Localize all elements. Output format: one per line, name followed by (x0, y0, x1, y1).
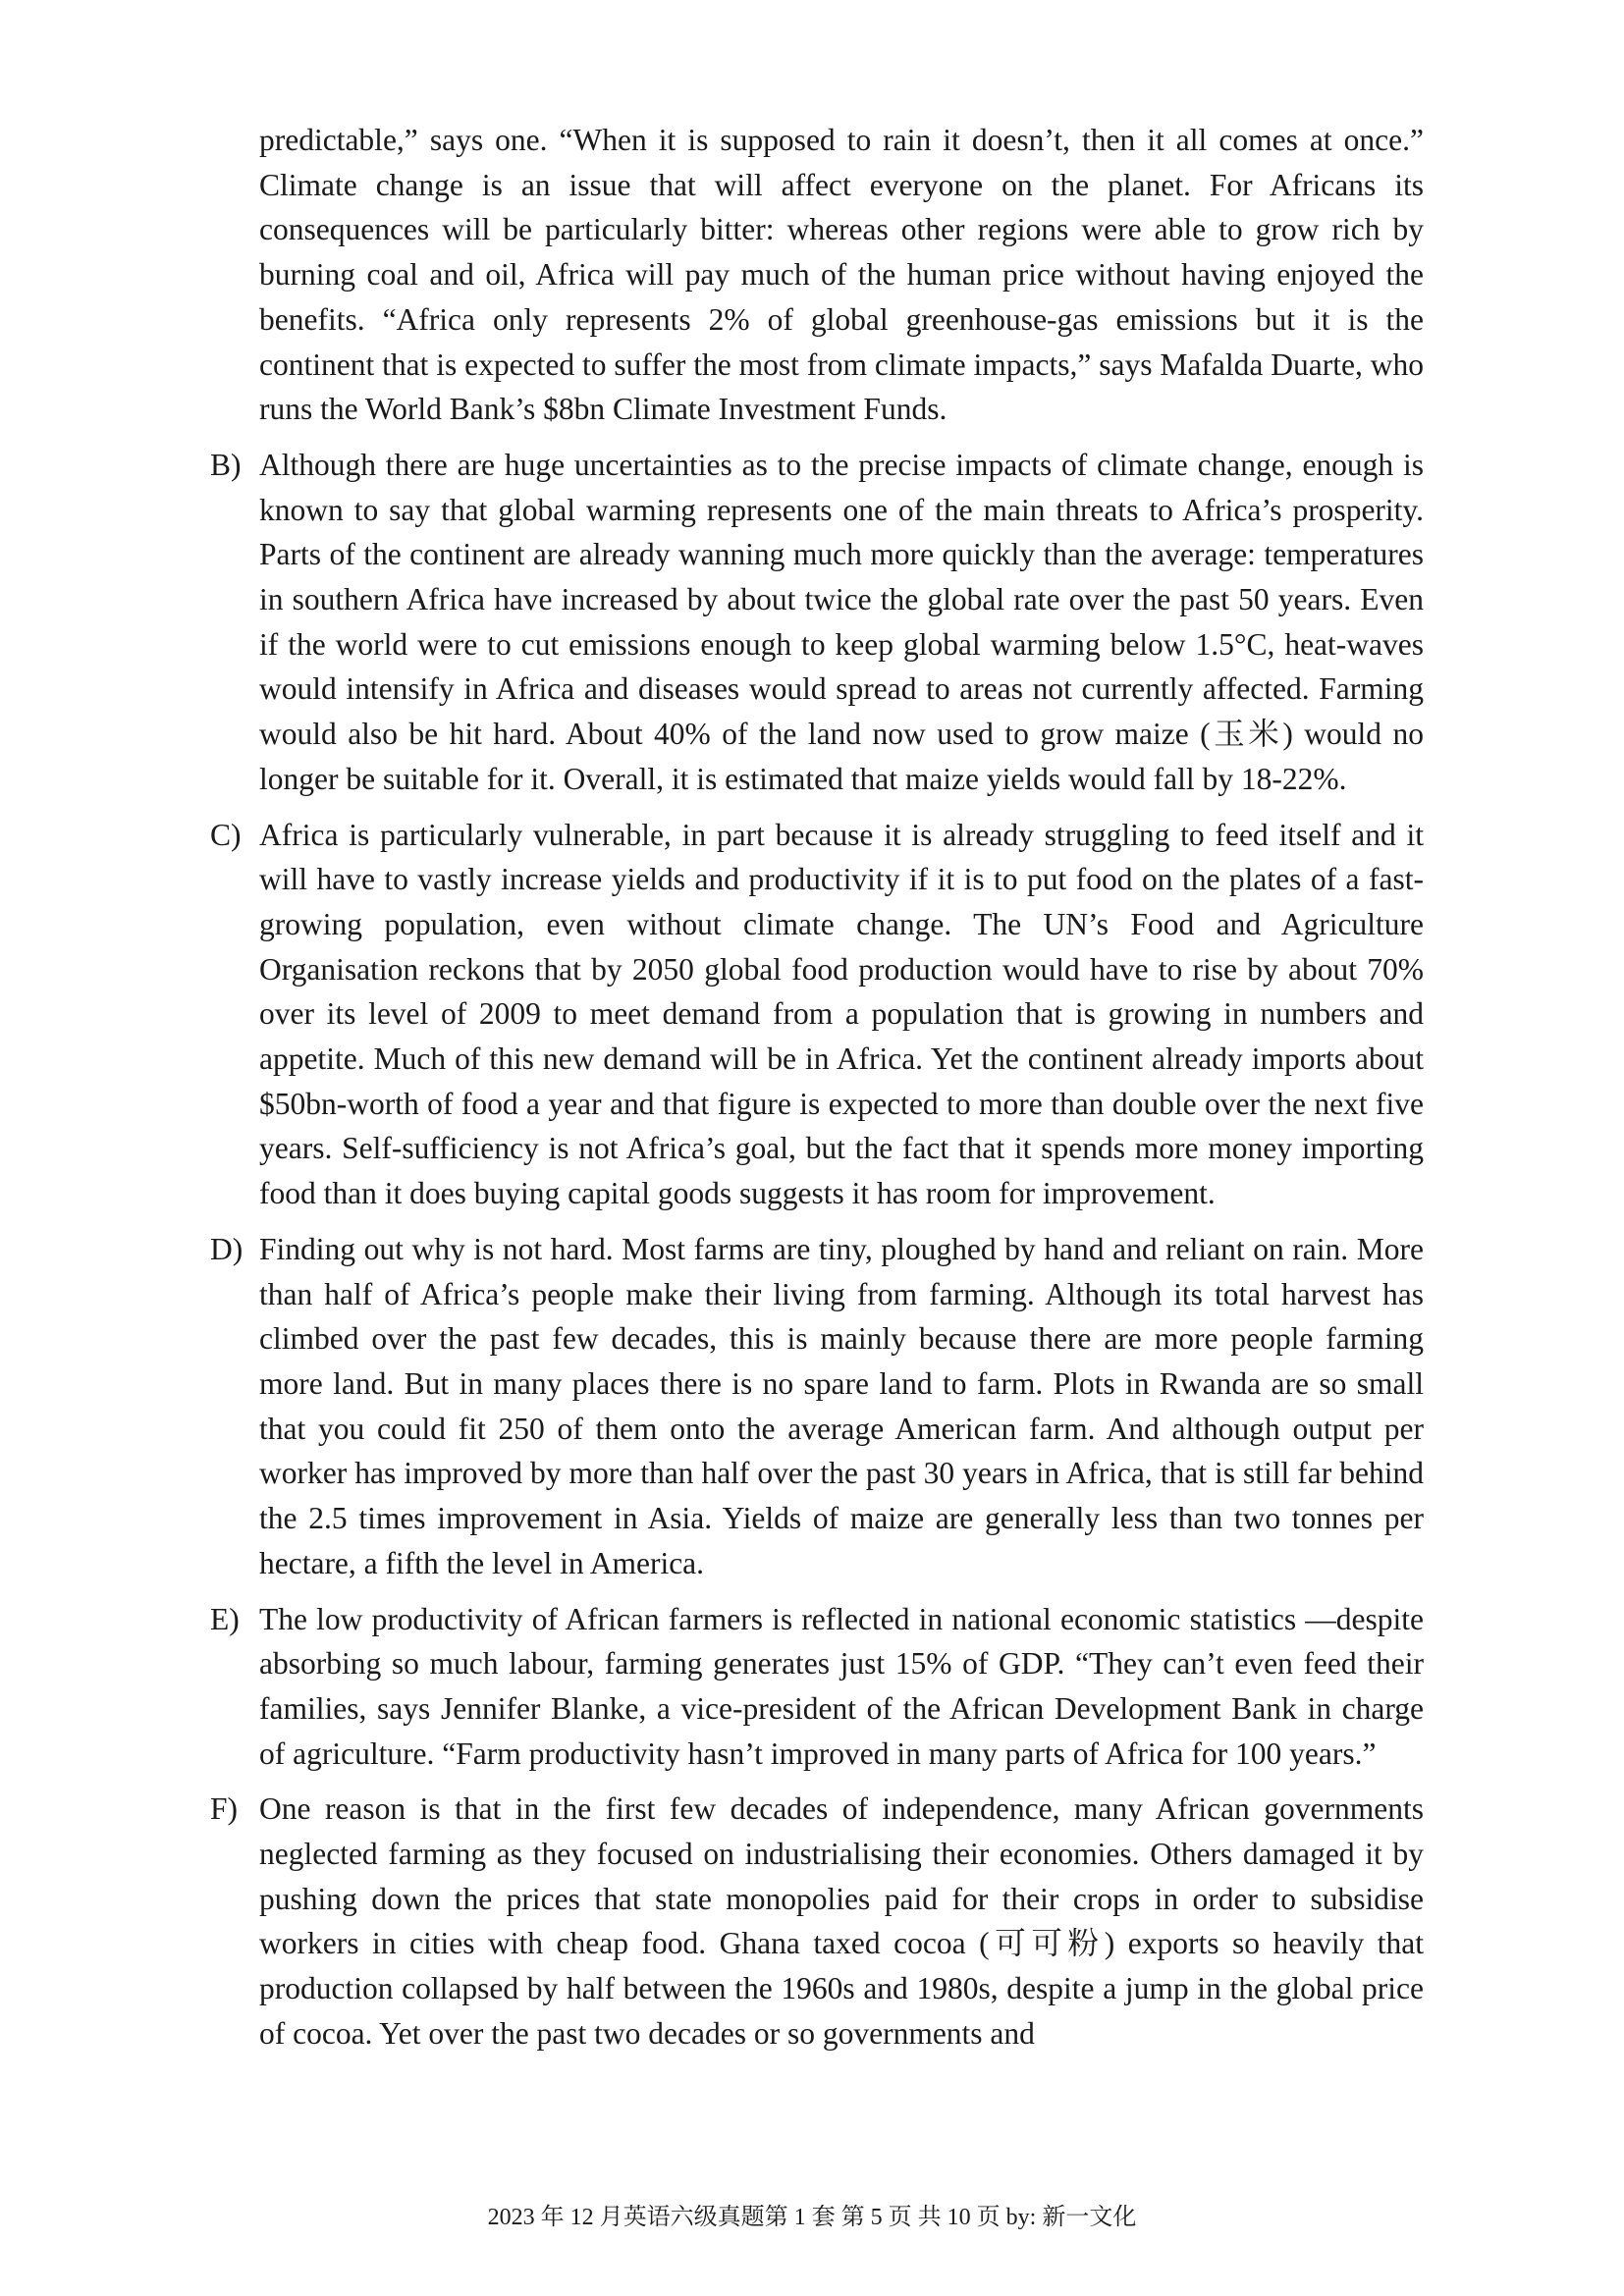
paragraph-letter: C) (210, 817, 242, 852)
paragraph-text: Although there are huge uncertainties as to the precise impacts of climate change, enough is known to say that global warming represents one of the main threats to Africa’s prosperity. Parts of the continent are already wanning much more quickly than the average: temperatures in southern Africa have increased by about twice the global rate over the past 50 years. Even if the world were to cut emissions enough to keep global warming below 1.5°C, heat-waves would intensify in Africa and diseases would spread to areas not currently affected. Farming would also be hit hard. About 40% of the land now used to grow maize (玉米) would no longer be suitable for it. Overall, it is estimated that maize yields would fall by 18-22%. (259, 447, 1424, 796)
paragraph-text: Africa is particularly vulnerable, in part because it is already struggling to feed itself and it will have to vastly increase yields and productivity if it is to put food on the plates of a fast-growing population, even without climate change. The UN’s Food and Agriculture Organisation reckons that by 2050 global food production would have to rise by about 70% over its level of 2009 to meet demand from a population that is growing in numbers and appetite. Much of this new demand will be in Africa. Yet the continent already imports about $50bn-worth of food a year and that figure is expected to more than double over the next five years. Self-sufficiency is not Africa’s goal, but the fact that it spends more money importing food than it does buying capital goods suggests it has room for improvement. (259, 817, 1424, 1211)
paragraph-letter: B) (210, 447, 242, 482)
paragraph-d (210, 1227, 1424, 1586)
paragraph-c (210, 813, 1424, 1216)
paragraph-letter: F) (210, 1791, 239, 1827)
paragraph-f (210, 1787, 1424, 2056)
paragraph-text: predictable,” says one. “When it is supposed to rain it doesn’t, then it all comes at once.” Climate change is an issue that will affect everyone on the planet. For Africans its consequences will be particularly bitter: whereas other regions were able to grow rich by burning coal and oil, Africa will pay much of the human price without having enjoyed the benefits. “Africa only represents 2% of global greenhouse-gas emissions but it is the continent that is expected to suffer the most from climate impacts,” says Mafalda Duarte, who runs the World Bank’s $8bn Climate Investment Funds. (259, 123, 1424, 427)
paragraph-a-continued (210, 118, 1424, 432)
paragraph-e (210, 1597, 1424, 1777)
paragraph-letter: E) (210, 1601, 240, 1636)
passage-body (210, 118, 1424, 2067)
paragraph-b (210, 443, 1424, 802)
paragraph-text: The low productivity of African farmers is reflected in national economic statistics —despite absorbing so much labour, farming generates just 15% of GDP. “They can’t even feed their families, says Jennifer Blanke, a vice-president of the African Development Bank in charge of agriculture. “Farm productivity hasn’t improved in many parts of Africa for 100 years.” (259, 1601, 1424, 1771)
paragraph-text: Finding out why is not hard. Most farms are tiny, ploughed by hand and reliant on rain. More than half of Africa’s people make their living from farming. Although its total harvest has climbed over the past few decades, this is mainly because there are more people farming more land. But in many places there is no spare land to farm. Plots in Rwanda are so small that you could fit 250 of them onto the average American farm. And although output per worker has improved by more than half over the past 30 years in Africa, that is still far behind the 2.5 times improvement in Asia. Yields of maize are generally less than two tonnes per hectare, a fifth the level in America. (259, 1231, 1424, 1580)
page-footer: 2023 年 12 月英语六级真题第 1 套 第 5 页 共 10 页 by: 新一文化 (487, 2205, 1137, 2230)
paragraph-text: One reason is that in the first few decades of independence, many African governments neglected farming as they focused on industrialising their economies. Others damaged it by pushing down the prices that state monopolies paid for their crops in order to subsidise workers in cities with cheap food. Ghana taxed cocoa (可可粉) exports so heavily that production collapsed by half between the 1960s and 1980s, despite a jump in the global price of cocoa. Yet over the past two decades or so governments and (259, 1791, 1424, 2051)
paragraph-letter: D) (210, 1231, 244, 1266)
